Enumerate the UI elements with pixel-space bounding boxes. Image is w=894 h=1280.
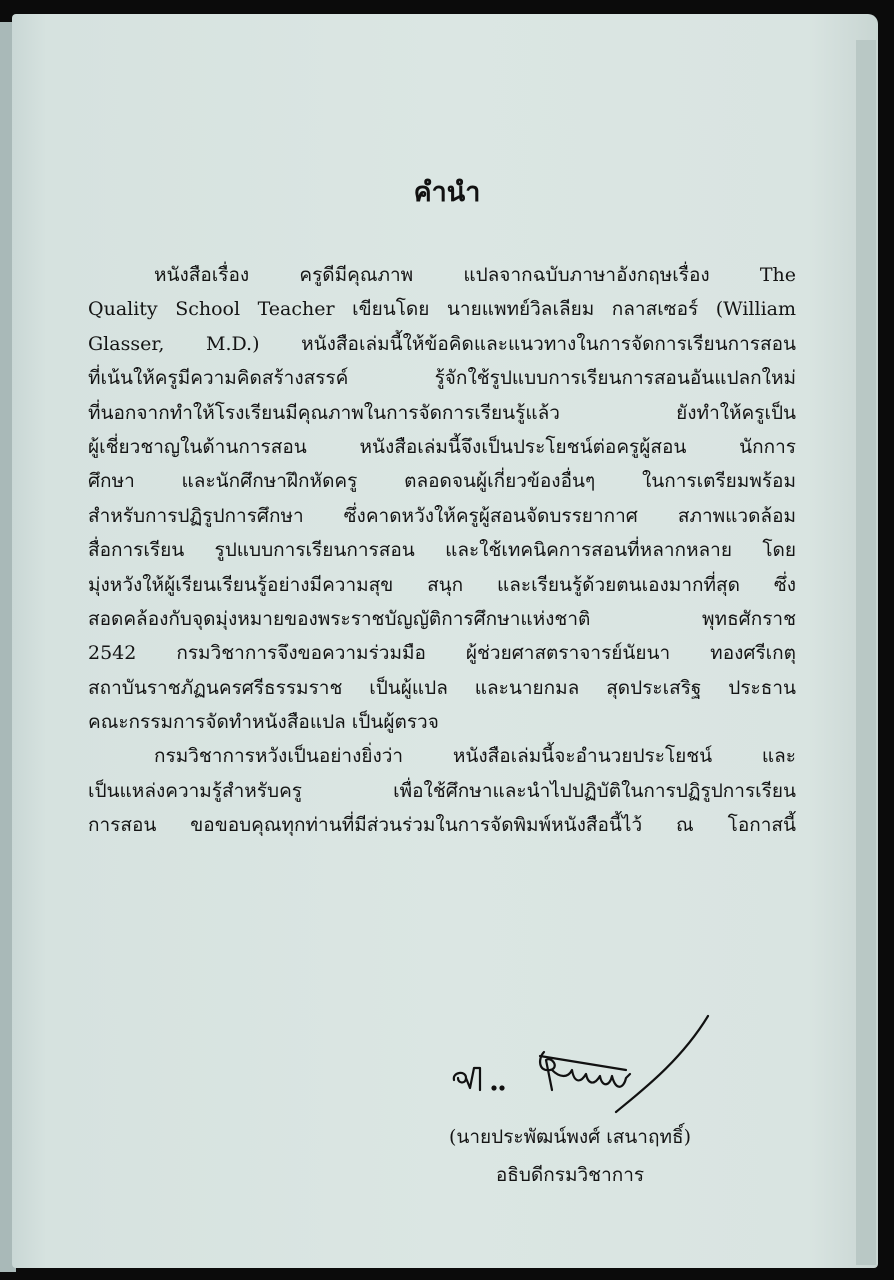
text-line: ศึกษา และนักศึกษาฝึกหัดครู ตลอดจนผู้เกี่ยวข้องอื่นๆ ในการเตรียมพร้อม [88, 470, 796, 493]
signer-title: อธิบดีกรมวิชาการ [495, 1164, 645, 1186]
text-line: การสอน ขอขอบคุณทุกท่านที่มีส่วนร่วมในการจัดพิมพ์หนังสือนี้ไว้ ณ โอกาสนี้ [88, 814, 796, 837]
text-line: สถาบันราชภัฏนครศรีธรรมราช เป็นผู้แปล และนายกมล สุดประเสริฐ ประธาน [88, 676, 796, 699]
text-line: Quality School Teacher เขียนโดย นายแพทย์วิลเลียม กลาสเซอร์ (William [88, 298, 796, 321]
text-line: สอดคล้องกับจุดมุ่งหมายของพระราชบัญญัติการศึกษาแห่งชาติ พุทธศักราช [88, 607, 796, 630]
page-right-edge [856, 40, 876, 1265]
signer-name: (นายประพัฒน์พงศ์ เสนาฤทธิ์) [448, 1126, 692, 1148]
text-line: ที่นอกจากทำให้โรงเรียนมีคุณภาพในการจัดการเรียนรู้แล้ว ยังทำให้ครูเป็น [88, 401, 796, 424]
paragraph-1 [88, 258, 796, 739]
text-line: สำหรับการปฏิรูปการศึกษา ซึ่งคาดหวังให้ครูผู้สอนจัดบรรยากาศ สภาพแวดล้อม [88, 504, 796, 527]
preface-title: คำนำ [413, 177, 481, 208]
text-line: Glasser, M.D.) หนังสือเล่มนี้ให้ข้อคิดและแนวทางในการจัดการเรียนการสอน [88, 332, 796, 355]
preface-body [88, 258, 796, 843]
text-line: ผู้เชี่ยวชาญในด้านการสอน หนังสือเล่มนี้จึงเป็นประโยชน์ต่อครูผู้สอน นักการ [88, 435, 796, 458]
text-line: เป็นแหล่งความรู้สำหรับครู เพื่อใช้ศึกษาและนำไปปฏิบัติในการปฏิรูปการเรียน [88, 779, 796, 802]
text-line: กรมวิชาการหวังเป็นอย่างยิ่งว่า หนังสือเล่มนี้จะอำนวยประโยชน์ และ [154, 745, 796, 768]
text-line: 2542 กรมวิชาการจึงขอความร่วมมือ ผู้ช่วยศาสตราจารย์นัยนา ทองศรีเกตุ [88, 642, 796, 665]
paragraph-2 [88, 739, 796, 842]
text-line: คณะกรรมการจัดทำหนังสือแปล เป็นผู้ตรวจ [88, 711, 439, 734]
text-line: ที่เน้นให้ครูมีความคิดสร้างสรรค์ รู้จักใช้รูปแบบการเรียนการสอนอันแปลกใหม่ [88, 367, 796, 390]
text-line: มุ่งหวังให้ผู้เรียนเรียนรู้อย่างมีความสุข สนุก และเรียนรู้ด้วยตนเองมากที่สุด ซึ่ง [88, 573, 796, 596]
text-line: หนังสือเรื่อง ครูดีมีคุณภาพ แปลจากฉบับภาษาอังกฤษเรื่อง The [154, 264, 796, 286]
handwritten-signature [440, 1012, 740, 1122]
text-line: สื่อการเรียน รูปแบบการเรียนการสอน และใช้เทคนิคการสอนที่หลากหลาย โดย [88, 539, 796, 562]
